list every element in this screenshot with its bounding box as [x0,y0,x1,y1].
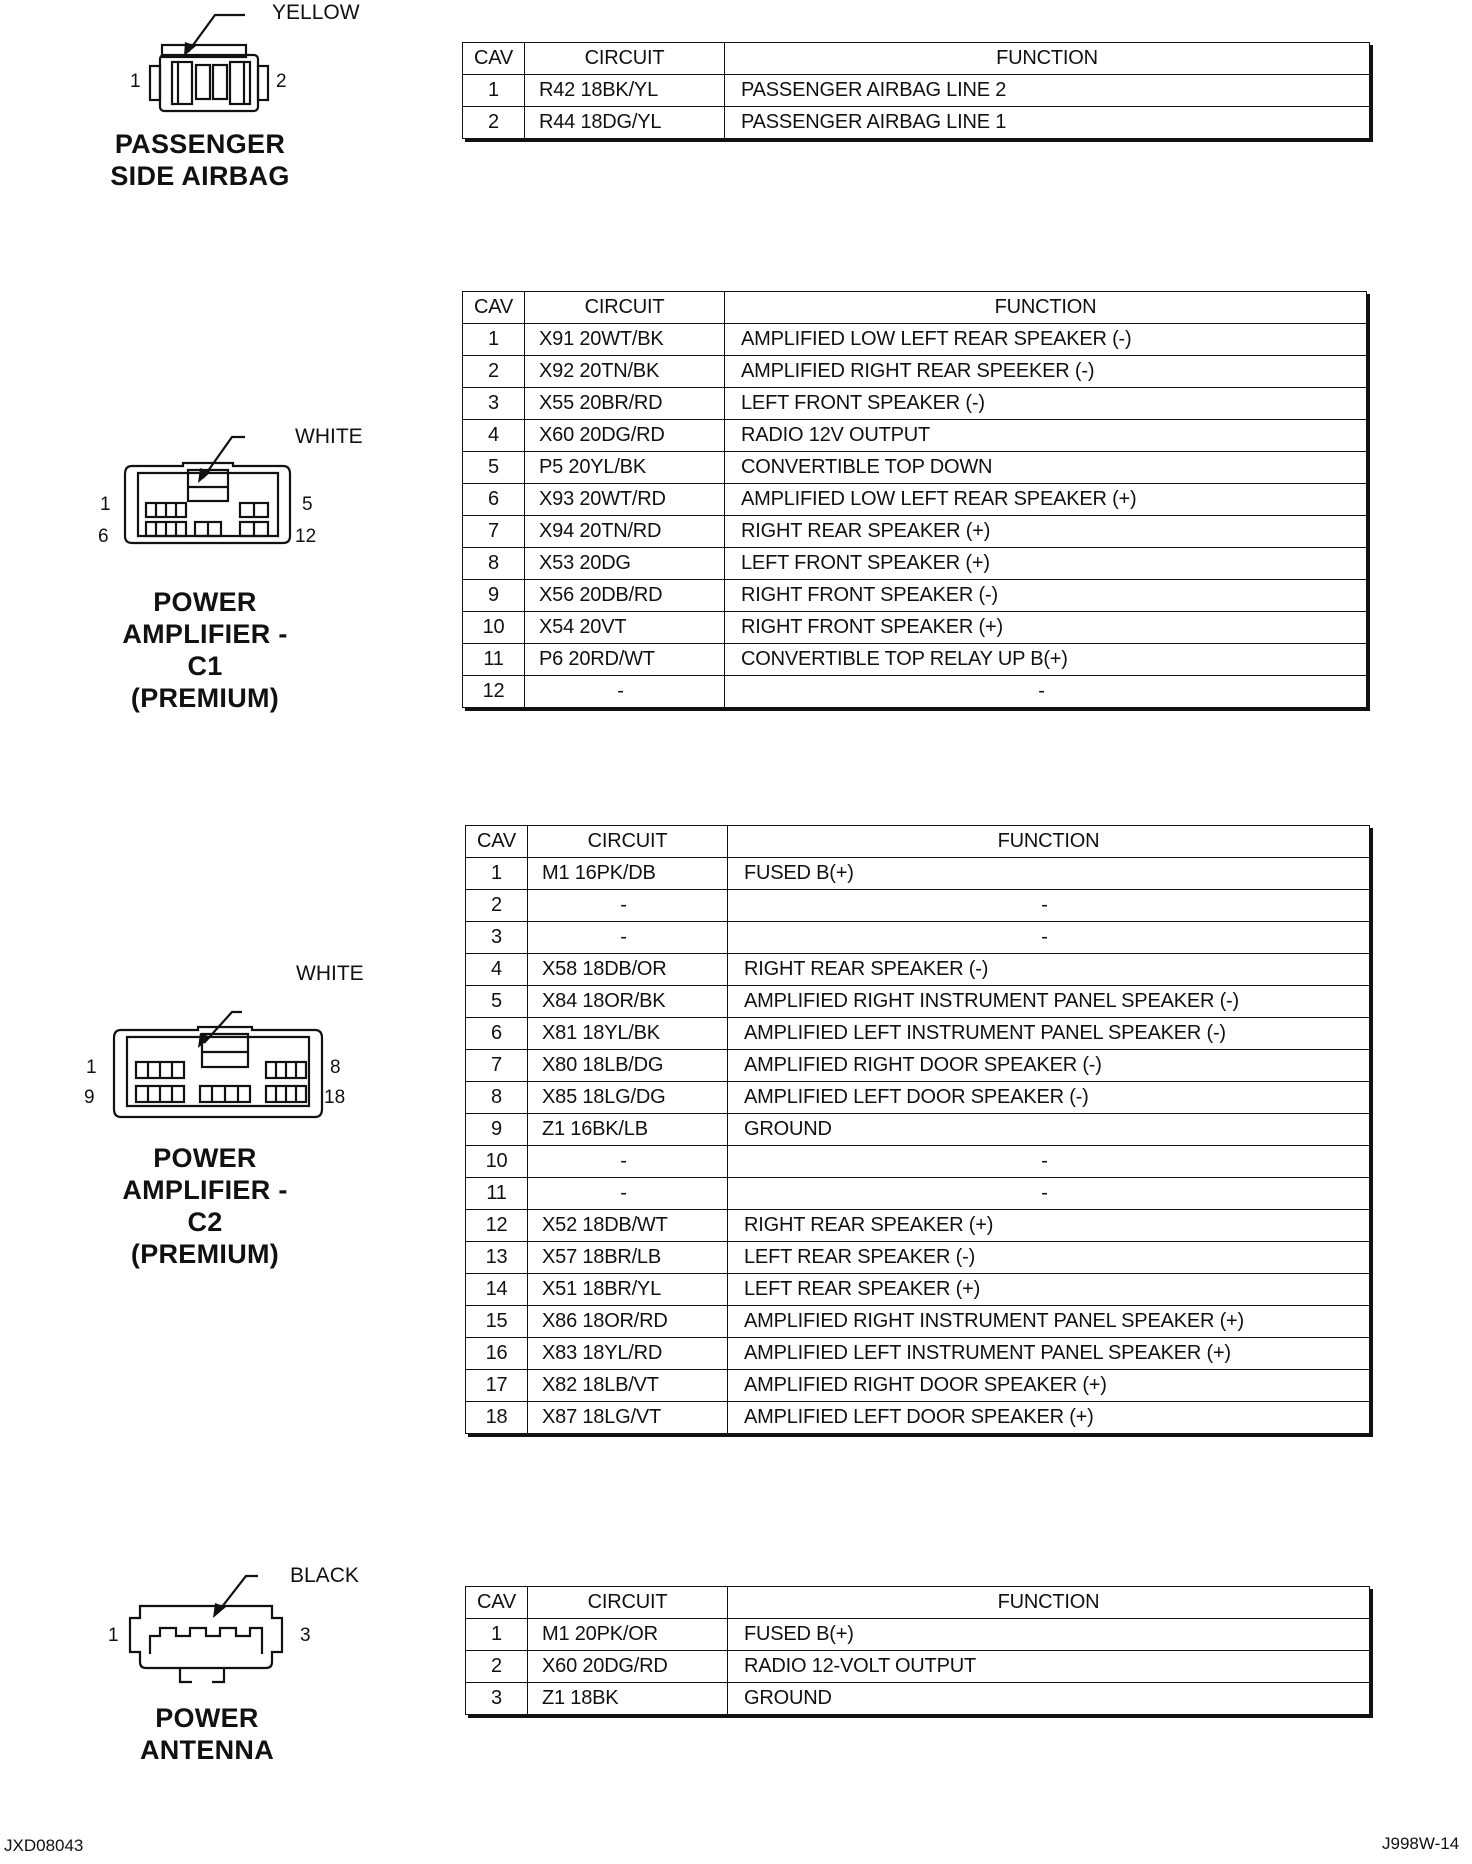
pinout-table-body [463,75,1370,139]
cav-cell: 3 [466,922,528,954]
column-header-cav: CAV [466,1587,528,1619]
table-row [466,1402,1370,1434]
cav-cell: 8 [466,1082,528,1114]
circuit-cell: X94 20TN/RD [525,516,725,548]
circuit-cell: X87 18LG/VT [528,1402,728,1434]
cav-cell: 6 [466,1018,528,1050]
table-row [463,75,1370,107]
connector-color-label: WHITE [295,425,363,448]
table-row [463,356,1367,388]
function-cell: LEFT REAR SPEAKER (-) [728,1242,1370,1274]
circuit-cell: M1 20PK/OR [528,1619,728,1651]
circuit-cell: P5 20YL/BK [525,452,725,484]
circuit-cell: M1 16PK/DB [528,858,728,890]
cav-cell: 18 [466,1402,528,1434]
table-row [466,1306,1370,1338]
cav-cell: 7 [466,1050,528,1082]
pin-number-label: 6 [98,526,109,547]
table-row [466,954,1370,986]
table-header-row [466,1587,1370,1619]
cav-cell: 2 [466,1651,528,1683]
function-cell: - [728,890,1370,922]
connector-name: POWER AMPLIFIER - C1 (PREMIUM) [122,587,288,713]
circuit-cell: X82 18LB/VT [528,1370,728,1402]
circuit-cell: - [528,1146,728,1178]
connector-power-antenna [100,1540,380,1770]
cav-cell: 1 [463,75,525,107]
pin-number-label: 5 [302,494,313,515]
function-cell: RIGHT REAR SPEAKER (-) [728,954,1370,986]
table-row [466,1274,1370,1306]
cav-cell: 15 [466,1306,528,1338]
function-cell: AMPLIFIED RIGHT DOOR SPEAKER (+) [728,1370,1370,1402]
cav-cell: 9 [466,1114,528,1146]
column-header-circuit: CIRCUIT [528,1587,728,1619]
table-header-row [463,292,1367,324]
connector-name: PASSENGER SIDE AIRBAG [110,129,290,191]
function-cell: AMPLIFIED RIGHT INSTRUMENT PANEL SPEAKER (+) [728,1306,1370,1338]
column-header-function: FUNCTION [728,826,1370,858]
table-row [463,548,1367,580]
table-row [466,890,1370,922]
connector-passenger-airbag [100,0,380,200]
function-cell: AMPLIFIED RIGHT REAR SPEEKER (-) [725,356,1367,388]
pin-number-label: 1 [130,71,141,92]
pin-number-label: 12 [295,526,317,547]
function-cell: - [728,1146,1370,1178]
function-cell: AMPLIFIED LEFT DOOR SPEAKER (-) [728,1082,1370,1114]
cav-cell: 9 [463,580,525,612]
table-row [466,986,1370,1018]
connector-color-label: YELLOW [272,1,360,24]
cav-cell: 10 [463,612,525,644]
connector-color-label: WHITE [296,962,364,985]
table-row [466,1082,1370,1114]
connector-color-label: BLACK [290,1564,359,1587]
column-header-circuit: CIRCUIT [528,826,728,858]
circuit-cell: X52 18DB/WT [528,1210,728,1242]
table-row [463,388,1367,420]
column-header-cav: CAV [463,43,525,75]
function-cell: AMPLIFIED LEFT INSTRUMENT PANEL SPEAKER (+) [728,1338,1370,1370]
circuit-cell: R42 18BK/YL [525,75,725,107]
cav-cell: 1 [466,1619,528,1651]
function-cell: LEFT FRONT SPEAKER (-) [725,388,1367,420]
function-cell: FUSED B(+) [728,858,1370,890]
connector-power-amplifier-c2 [80,950,380,1269]
table-row [463,612,1367,644]
table-row [466,1370,1370,1402]
circuit-cell: X60 20DG/RD [528,1651,728,1683]
cav-cell: 2 [463,356,525,388]
figure-id-left: JXD08043 [4,1836,84,1855]
circuit-cell: X58 18DB/OR [528,954,728,986]
cav-cell: 13 [466,1242,528,1274]
function-cell: - [728,922,1370,954]
cav-cell: 14 [466,1274,528,1306]
circuit-cell: - [528,922,728,954]
table-row [466,1619,1370,1651]
function-cell: GROUND [728,1114,1370,1146]
function-cell: - [725,676,1367,708]
function-cell: AMPLIFIED LEFT INSTRUMENT PANEL SPEAKER (-) [728,1018,1370,1050]
circuit-cell: X91 20WT/BK [525,324,725,356]
table-row [466,1178,1370,1210]
function-cell: RADIO 12V OUTPUT [725,420,1367,452]
cav-cell: 1 [466,858,528,890]
function-cell: LEFT REAR SPEAKER (+) [728,1274,1370,1306]
table-row [463,484,1367,516]
function-cell: AMPLIFIED RIGHT DOOR SPEAKER (-) [728,1050,1370,1082]
table-row [466,922,1370,954]
circuit-cell: X53 20DG [525,548,725,580]
table-row [463,676,1367,708]
circuit-cell: X86 18OR/RD [528,1306,728,1338]
pinout-table-body [463,324,1367,708]
circuit-cell: Z1 18BK [528,1683,728,1715]
pinout-table-power-antenna [465,1586,1370,1715]
function-cell: RIGHT REAR SPEAKER (+) [725,516,1367,548]
table-row [463,516,1367,548]
pinout-table-body [466,858,1370,1434]
circuit-cell: - [528,890,728,922]
column-header-circuit: CIRCUIT [525,43,725,75]
circuit-cell: X92 20TN/BK [525,356,725,388]
function-cell: AMPLIFIED LOW LEFT REAR SPEAKER (-) [725,324,1367,356]
function-cell: CONVERTIBLE TOP RELAY UP B(+) [725,644,1367,676]
cav-cell: 7 [463,516,525,548]
function-cell: FUSED B(+) [728,1619,1370,1651]
pinout-table-power-amplifier-c2 [465,825,1370,1434]
function-cell: PASSENGER AIRBAG LINE 1 [725,107,1370,139]
cav-cell: 10 [466,1146,528,1178]
table-row [466,1050,1370,1082]
table-row [466,1683,1370,1715]
pin-number-label: 3 [300,1625,311,1646]
table-row [463,644,1367,676]
circuit-cell: X51 18BR/YL [528,1274,728,1306]
cav-cell: 3 [463,388,525,420]
column-header-function: FUNCTION [725,292,1367,324]
cav-cell: 4 [463,420,525,452]
cav-cell: 6 [463,484,525,516]
table-header-row [463,43,1370,75]
table-row [466,1018,1370,1050]
column-header-circuit: CIRCUIT [525,292,725,324]
figure-id-right: J998W-14 [1382,1834,1460,1853]
table-row [466,858,1370,890]
function-cell: RIGHT REAR SPEAKER (+) [728,1210,1370,1242]
circuit-cell: X57 18BR/LB [528,1242,728,1274]
function-cell: AMPLIFIED LEFT DOOR SPEAKER (+) [728,1402,1370,1434]
function-cell: RADIO 12-VOLT OUTPUT [728,1651,1370,1683]
circuit-cell: X56 20DB/RD [525,580,725,612]
cav-cell: 1 [463,324,525,356]
table-row [466,1242,1370,1274]
column-header-cav: CAV [463,292,525,324]
table-row [466,1338,1370,1370]
circuit-cell: X81 18YL/BK [528,1018,728,1050]
cav-cell: 4 [466,954,528,986]
pinout-table-body [466,1619,1370,1715]
cav-cell: 17 [466,1370,528,1402]
cav-cell: 11 [463,644,525,676]
column-header-function: FUNCTION [725,43,1370,75]
circuit-cell: X80 18LB/DG [528,1050,728,1082]
cav-cell: 2 [466,890,528,922]
cav-cell: 12 [463,676,525,708]
circuit-cell: X84 18OR/BK [528,986,728,1018]
function-cell: RIGHT FRONT SPEAKER (-) [725,580,1367,612]
cav-cell: 16 [466,1338,528,1370]
circuit-cell: X93 20WT/RD [525,484,725,516]
pin-number-label: 8 [330,1057,341,1078]
cav-cell: 5 [463,452,525,484]
column-header-function: FUNCTION [728,1587,1370,1619]
circuit-cell: - [528,1178,728,1210]
cav-cell: 11 [466,1178,528,1210]
connector-name: POWER ANTENNA [139,1703,275,1765]
table-header-row [466,826,1370,858]
circuit-cell: X55 20BR/RD [525,388,725,420]
table-row [463,420,1367,452]
function-cell: CONVERTIBLE TOP DOWN [725,452,1367,484]
pin-number-label: 18 [324,1087,346,1108]
function-cell: LEFT FRONT SPEAKER (+) [725,548,1367,580]
function-cell: RIGHT FRONT SPEAKER (+) [725,612,1367,644]
table-row [463,324,1367,356]
table-row [466,1210,1370,1242]
function-cell: GROUND [728,1683,1370,1715]
circuit-cell: Z1 16BK/LB [528,1114,728,1146]
pinout-table-power-amplifier-c1 [462,291,1367,708]
cav-cell: 8 [463,548,525,580]
pin-number-label: 2 [276,71,287,92]
cav-cell: 2 [463,107,525,139]
table-row [463,107,1370,139]
table-row [463,580,1367,612]
pinout-table-passenger-airbag [462,42,1370,139]
circuit-cell: R44 18DG/YL [525,107,725,139]
cav-cell: 12 [466,1210,528,1242]
pin-number-label: 1 [86,1057,97,1078]
connector-power-amplifier-c1 [90,400,380,713]
circuit-cell: X54 20VT [525,612,725,644]
function-cell: - [728,1178,1370,1210]
cav-cell: 3 [466,1683,528,1715]
circuit-cell: X83 18YL/RD [528,1338,728,1370]
table-row [466,1651,1370,1683]
table-row [466,1114,1370,1146]
pin-number-label: 1 [108,1625,119,1646]
table-row [463,452,1367,484]
table-row [466,1146,1370,1178]
circuit-cell: X60 20DG/RD [525,420,725,452]
function-cell: PASSENGER AIRBAG LINE 2 [725,75,1370,107]
circuit-cell: P6 20RD/WT [525,644,725,676]
column-header-cav: CAV [466,826,528,858]
pin-number-label: 9 [84,1087,95,1108]
cav-cell: 5 [466,986,528,1018]
circuit-cell: - [525,676,725,708]
function-cell: AMPLIFIED RIGHT INSTRUMENT PANEL SPEAKER (-) [728,986,1370,1018]
circuit-cell: X85 18LG/DG [528,1082,728,1114]
function-cell: AMPLIFIED LOW LEFT REAR SPEAKER (+) [725,484,1367,516]
connector-name: POWER AMPLIFIER - C2 (PREMIUM) [122,1143,288,1269]
pin-number-label: 1 [100,494,111,515]
